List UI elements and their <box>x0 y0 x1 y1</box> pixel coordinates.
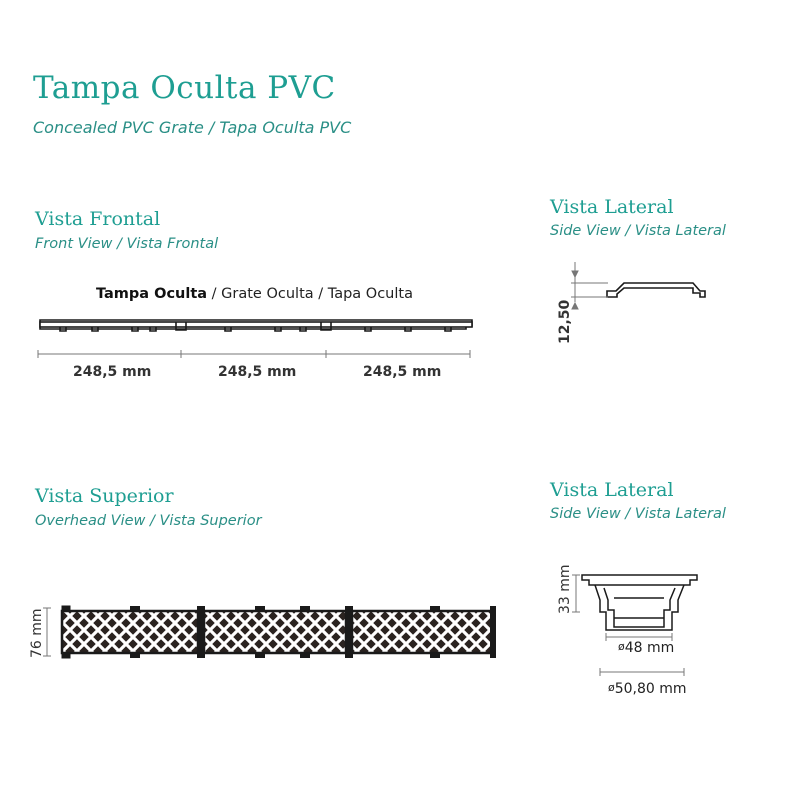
side-view-top-subtitle: Side View / Vista Lateral <box>550 223 726 239</box>
grate-profile-bar <box>40 322 472 327</box>
front-dim-3: 248,5 mm <box>363 364 442 380</box>
side-top-height-dim: 12,50 <box>557 299 573 344</box>
product-alt-names-label: / Grate Oculta / Tapa Oculta <box>211 286 413 302</box>
outer-diameter-value: 50,80 mm <box>614 681 687 697</box>
side-top-dimension <box>571 262 608 309</box>
page-subtitle: Concealed PVC Grate / Tapa Oculta PVC <box>33 118 352 137</box>
front-view-drawing <box>40 320 472 331</box>
side-bottom-height-dim: 33 mm <box>557 564 573 614</box>
front-view-title: Vista Frontal <box>35 208 161 230</box>
inner-diameter-symbol: ø <box>618 640 625 653</box>
front-dim-1: 248,5 mm <box>73 364 152 380</box>
overhead-dimension <box>43 608 51 656</box>
side-view-top-drawing <box>607 283 705 297</box>
front-dim-2: 248,5 mm <box>218 364 297 380</box>
overhead-view-subtitle: Overhead View / Vista Superior <box>35 513 262 529</box>
grate-segment-1 <box>62 606 198 658</box>
grate-segment-3 <box>352 611 492 653</box>
inner-diameter-value: 48 mm <box>624 640 675 656</box>
side-view-bottom-drawing <box>582 575 697 630</box>
side-view-bottom-subtitle: Side View / Vista Lateral <box>550 506 726 522</box>
page-title: Tampa Oculta PVC <box>33 70 336 106</box>
overhead-height-dim: 76 mm <box>29 608 45 658</box>
overhead-view-drawing <box>62 606 496 658</box>
front-view-subtitle: Front View / Vista Frontal <box>35 236 219 252</box>
side-view-top-title: Vista Lateral <box>550 196 674 218</box>
product-name-label: Tampa Oculta <box>96 286 208 302</box>
front-dimension-lines <box>38 350 470 358</box>
drain-body-inner <box>604 588 675 627</box>
side-view-bottom-title: Vista Lateral <box>550 479 674 501</box>
drain-flange <box>582 575 697 585</box>
overhead-view-title: Vista Superior <box>35 485 174 507</box>
outer-diameter-symbol: ø <box>608 681 615 694</box>
grate-segment-2 <box>204 611 346 653</box>
side-bottom-dimensions <box>572 575 684 676</box>
